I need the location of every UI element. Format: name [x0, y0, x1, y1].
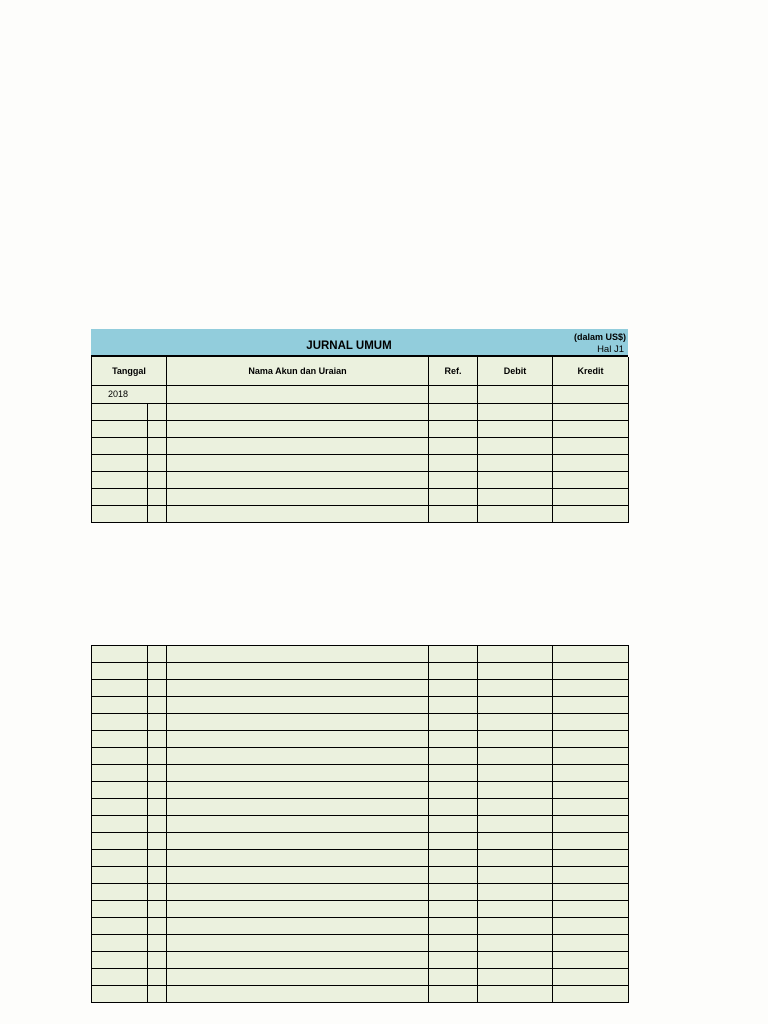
kredit-cell[interactable]: [553, 986, 629, 1003]
debit-cell[interactable]: [478, 385, 553, 403]
debit-cell[interactable]: [478, 799, 553, 816]
account-cell[interactable]: [167, 884, 429, 901]
journal-entry-row: [92, 697, 629, 714]
debit-cell[interactable]: [478, 833, 553, 850]
account-cell[interactable]: [167, 765, 429, 782]
journal-title: JURNAL UMUM: [306, 340, 392, 352]
ref-cell[interactable]: [429, 952, 478, 969]
kredit-cell[interactable]: [553, 918, 629, 935]
kredit-cell[interactable]: [553, 765, 629, 782]
year-row: [92, 385, 629, 403]
month-cell[interactable]: [148, 646, 167, 663]
column-header-debit: Debit: [478, 357, 553, 385]
ref-cell[interactable]: [429, 901, 478, 918]
journal-entry-row: [92, 646, 629, 663]
kredit-cell[interactable]: [553, 714, 629, 731]
account-cell[interactable]: [167, 918, 429, 935]
journal-entry-row: [92, 714, 629, 731]
ref-cell[interactable]: [429, 748, 478, 765]
journal-sheet-top: [91, 329, 628, 523]
ref-cell[interactable]: [429, 454, 478, 471]
kredit-cell[interactable]: [553, 833, 629, 850]
month-cell[interactable]: [148, 935, 167, 952]
journal-entry-row: [92, 663, 629, 680]
month-cell[interactable]: [148, 403, 167, 420]
ref-cell[interactable]: [429, 731, 478, 748]
month-cell[interactable]: [148, 731, 167, 748]
kredit-cell[interactable]: [553, 816, 629, 833]
account-cell[interactable]: [167, 986, 429, 1003]
kredit-cell[interactable]: [553, 697, 629, 714]
journal-entry-row: [92, 403, 629, 420]
account-cell[interactable]: [167, 714, 429, 731]
account-cell[interactable]: [167, 901, 429, 918]
day-cell[interactable]: [92, 986, 148, 1003]
day-cell[interactable]: [92, 816, 148, 833]
ref-cell[interactable]: [429, 488, 478, 505]
journal-entry-row: [92, 420, 629, 437]
account-cell[interactable]: [167, 867, 429, 884]
ref-cell[interactable]: [429, 680, 478, 697]
day-cell[interactable]: [92, 505, 148, 522]
journal-entry-row: [92, 437, 629, 454]
debit-cell[interactable]: [478, 765, 553, 782]
debit-cell[interactable]: [478, 731, 553, 748]
day-cell[interactable]: [92, 646, 148, 663]
ref-cell[interactable]: [429, 986, 478, 1003]
journal-sheet-bottom: [91, 645, 628, 1003]
account-cell[interactable]: [167, 680, 429, 697]
kredit-cell[interactable]: [553, 663, 629, 680]
kredit-cell[interactable]: [553, 782, 629, 799]
debit-cell[interactable]: [478, 782, 553, 799]
day-cell[interactable]: [92, 420, 148, 437]
debit-cell[interactable]: [478, 697, 553, 714]
year-spacer-cell[interactable]: [148, 385, 167, 403]
month-cell[interactable]: [148, 952, 167, 969]
ref-cell[interactable]: [429, 437, 478, 454]
account-cell[interactable]: [167, 799, 429, 816]
kredit-cell[interactable]: [553, 901, 629, 918]
ref-cell[interactable]: [429, 884, 478, 901]
kredit-cell[interactable]: [553, 403, 629, 420]
day-cell[interactable]: [92, 488, 148, 505]
account-cell[interactable]: [167, 471, 429, 488]
account-cell[interactable]: [167, 833, 429, 850]
month-cell[interactable]: [148, 663, 167, 680]
day-cell[interactable]: [92, 748, 148, 765]
ref-cell[interactable]: [429, 646, 478, 663]
ref-cell[interactable]: [429, 782, 478, 799]
debit-cell[interactable]: [478, 505, 553, 522]
journal-entry-row: [92, 731, 629, 748]
account-cell[interactable]: [167, 385, 429, 403]
journal-entry-row: [92, 867, 629, 884]
column-header-ref: Ref.: [429, 357, 478, 385]
kredit-cell[interactable]: [553, 505, 629, 522]
journal-entry-row: [92, 782, 629, 799]
kredit-cell[interactable]: [553, 385, 629, 403]
month-cell[interactable]: [148, 488, 167, 505]
day-cell[interactable]: [92, 782, 148, 799]
year-cell[interactable]: 2018: [92, 385, 148, 403]
debit-cell[interactable]: [478, 663, 553, 680]
debit-cell[interactable]: [478, 748, 553, 765]
journal-entry-row: [92, 850, 629, 867]
ref-cell[interactable]: [429, 663, 478, 680]
kredit-cell[interactable]: [553, 952, 629, 969]
month-cell[interactable]: [148, 420, 167, 437]
journal-entry-row: [92, 799, 629, 816]
month-cell[interactable]: [148, 454, 167, 471]
ref-cell[interactable]: [429, 935, 478, 952]
month-cell[interactable]: [148, 714, 167, 731]
debit-cell[interactable]: [478, 437, 553, 454]
journal-entry-row: [92, 918, 629, 935]
kredit-cell[interactable]: [553, 935, 629, 952]
journal-entry-row: [92, 680, 629, 697]
debit-cell[interactable]: [478, 918, 553, 935]
ref-cell[interactable]: [429, 505, 478, 522]
debit-cell[interactable]: [478, 454, 553, 471]
account-cell[interactable]: [167, 646, 429, 663]
journal-entry-row: [92, 986, 629, 1003]
day-cell[interactable]: [92, 935, 148, 952]
kredit-cell[interactable]: [553, 850, 629, 867]
kredit-cell[interactable]: [553, 488, 629, 505]
journal-entry-row: [92, 952, 629, 969]
month-cell[interactable]: [148, 782, 167, 799]
month-cell[interactable]: [148, 969, 167, 986]
month-cell[interactable]: [148, 697, 167, 714]
account-cell[interactable]: [167, 697, 429, 714]
journal-entry-row: [92, 901, 629, 918]
account-cell[interactable]: [167, 850, 429, 867]
debit-cell[interactable]: [478, 884, 553, 901]
account-cell[interactable]: [167, 935, 429, 952]
ref-cell[interactable]: [429, 816, 478, 833]
day-cell[interactable]: [92, 731, 148, 748]
debit-cell[interactable]: [478, 952, 553, 969]
day-cell[interactable]: [92, 884, 148, 901]
ref-cell[interactable]: [429, 765, 478, 782]
day-cell[interactable]: [92, 697, 148, 714]
day-cell[interactable]: [92, 850, 148, 867]
currency-note: (dalam US$): [573, 332, 626, 342]
journal-entry-row: [92, 969, 629, 986]
journal-entry-row: [92, 765, 629, 782]
kredit-cell[interactable]: [553, 969, 629, 986]
debit-cell[interactable]: [478, 646, 553, 663]
month-cell[interactable]: [148, 884, 167, 901]
ref-cell[interactable]: [429, 867, 478, 884]
day-cell[interactable]: [92, 969, 148, 986]
day-cell[interactable]: [92, 437, 148, 454]
month-cell[interactable]: [148, 799, 167, 816]
journal-entry-row: [92, 748, 629, 765]
journal-title-bar: [91, 329, 628, 357]
debit-cell[interactable]: [478, 935, 553, 952]
column-header-kredit: Kredit: [553, 357, 629, 385]
column-header-date: Tanggal: [92, 357, 167, 385]
account-cell[interactable]: [167, 731, 429, 748]
account-cell[interactable]: [167, 782, 429, 799]
debit-cell[interactable]: [478, 850, 553, 867]
journal-entry-row: [92, 833, 629, 850]
debit-cell[interactable]: [478, 471, 553, 488]
column-header-account: Nama Akun dan Uraian: [167, 357, 429, 385]
debit-cell[interactable]: [478, 488, 553, 505]
ref-cell[interactable]: [429, 420, 478, 437]
day-cell[interactable]: [92, 714, 148, 731]
ref-cell[interactable]: [429, 850, 478, 867]
day-cell[interactable]: [92, 403, 148, 420]
month-cell[interactable]: [148, 680, 167, 697]
kredit-cell[interactable]: [553, 799, 629, 816]
journal-table-bottom: [91, 645, 629, 1003]
ref-cell[interactable]: [429, 969, 478, 986]
account-cell[interactable]: [167, 403, 429, 420]
debit-cell[interactable]: [478, 680, 553, 697]
journal-entry-row: [92, 471, 629, 488]
journal-entry-row: [92, 816, 629, 833]
kredit-cell[interactable]: [553, 471, 629, 488]
day-cell[interactable]: [92, 454, 148, 471]
kredit-cell[interactable]: [553, 420, 629, 437]
account-cell[interactable]: [167, 952, 429, 969]
debit-cell[interactable]: [478, 816, 553, 833]
ref-cell[interactable]: [429, 714, 478, 731]
ref-cell[interactable]: [429, 833, 478, 850]
debit-cell[interactable]: [478, 420, 553, 437]
day-cell[interactable]: [92, 952, 148, 969]
day-cell[interactable]: [92, 918, 148, 935]
kredit-cell[interactable]: [553, 884, 629, 901]
ref-cell[interactable]: [429, 471, 478, 488]
account-cell[interactable]: [167, 663, 429, 680]
month-cell[interactable]: [148, 867, 167, 884]
journal-entry-row: [92, 454, 629, 471]
month-cell[interactable]: [148, 471, 167, 488]
page-reference: Hal J1: [597, 344, 624, 355]
account-cell[interactable]: [167, 505, 429, 522]
month-cell[interactable]: [148, 505, 167, 522]
day-cell[interactable]: [92, 799, 148, 816]
ref-cell[interactable]: [429, 403, 478, 420]
month-cell[interactable]: [148, 748, 167, 765]
account-cell[interactable]: [167, 454, 429, 471]
column-header-row: [92, 357, 629, 385]
journal-entry-row: [92, 884, 629, 901]
debit-cell[interactable]: [478, 969, 553, 986]
month-cell[interactable]: [148, 850, 167, 867]
kredit-cell[interactable]: [553, 867, 629, 884]
ref-cell[interactable]: [429, 385, 478, 403]
month-cell[interactable]: [148, 437, 167, 454]
kredit-cell[interactable]: [553, 437, 629, 454]
debit-cell[interactable]: [478, 986, 553, 1003]
day-cell[interactable]: [92, 833, 148, 850]
journal-entry-row: [92, 505, 629, 522]
month-cell[interactable]: [148, 765, 167, 782]
journal-table-top: [91, 357, 629, 523]
day-cell[interactable]: [92, 867, 148, 884]
account-cell[interactable]: [167, 420, 429, 437]
account-cell[interactable]: [167, 488, 429, 505]
journal-entry-row: [92, 935, 629, 952]
debit-cell[interactable]: [478, 714, 553, 731]
account-cell[interactable]: [167, 437, 429, 454]
month-cell[interactable]: [148, 918, 167, 935]
month-cell[interactable]: [148, 986, 167, 1003]
account-cell[interactable]: [167, 969, 429, 986]
day-cell[interactable]: [92, 663, 148, 680]
ref-cell[interactable]: [429, 918, 478, 935]
account-cell[interactable]: [167, 816, 429, 833]
month-cell[interactable]: [148, 833, 167, 850]
debit-cell[interactable]: [478, 901, 553, 918]
kredit-cell[interactable]: [553, 680, 629, 697]
account-cell[interactable]: [167, 748, 429, 765]
debit-cell[interactable]: [478, 403, 553, 420]
debit-cell[interactable]: [478, 867, 553, 884]
day-cell[interactable]: [92, 765, 148, 782]
ref-cell[interactable]: [429, 799, 478, 816]
kredit-cell[interactable]: [553, 748, 629, 765]
month-cell[interactable]: [148, 816, 167, 833]
day-cell[interactable]: [92, 680, 148, 697]
month-cell[interactable]: [148, 901, 167, 918]
kredit-cell[interactable]: [553, 646, 629, 663]
day-cell[interactable]: [92, 471, 148, 488]
ref-cell[interactable]: [429, 697, 478, 714]
day-cell[interactable]: [92, 901, 148, 918]
kredit-cell[interactable]: [553, 731, 629, 748]
kredit-cell[interactable]: [553, 454, 629, 471]
journal-entry-row: [92, 488, 629, 505]
